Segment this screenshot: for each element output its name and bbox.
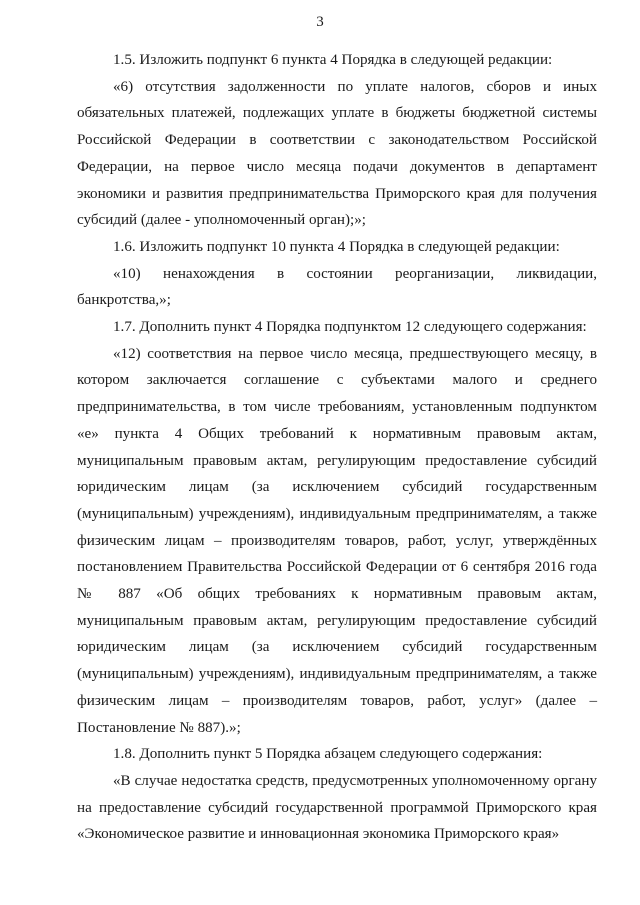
document-body bbox=[77, 47, 597, 848]
paragraph-subpoint-12: «12) соответствия на первое число месяца, предшествующего месяцу, в котором заключается соглашение с субъектами малого и среднего предпринимательства, в том числе требованиям, установленным подпунктом «е» пункта 4 Общих требований к нормативным правовым актам, муниципальным правовым актам, регулирующим предоставление субсидий юридическим лицам (за исключением субсидий государственным (муниципальным) учреждениям), индивидуальным предпринимателям, а также физическим лицам – производителям товаров, работ, услуг, утверждённых постановлением Правительства Российской Федерации от 6 сентября 2016 года № 887 «Об общих требованиях к нормативным правовым актам, муниципальным правовым актам, регулирующим предоставление субсидий юридическим лицам (за исключением субсидий государственным (муниципальным) учреждениям), индивидуальным предпринимателям, а также физическим лицам – производителям товаров, работ, услуг» (далее – Постановление № 887).»; bbox=[77, 345, 597, 736]
paragraph-1-7: 1.7. Дополнить пункт 4 Порядка подпунктом 12 следующего содержания: bbox=[113, 319, 587, 336]
paragraph-1-8: 1.8. Дополнить пункт 5 Порядка абзацем следующего содержания: bbox=[113, 746, 543, 763]
paragraph-subpoint-6: «6) отсутствия задолженности по уплате налогов, сборов и иных обязательных платежей, подлежащих уплате в бюджеты бюджетной системы Российской Федерации в соответствии с законодательством Российской Федерации, на первое число месяца подачи документов в департамент экономики и развития предпринимательства Приморского края для получения субсидий (далее - уполномоченный орган);»; bbox=[77, 78, 597, 229]
page-number: 3 bbox=[316, 14, 324, 30]
paragraph-1-6: 1.6. Изложить подпункт 10 пункта 4 Порядка в следующей редакции: bbox=[113, 238, 560, 255]
paragraph-1-5: 1.5. Изложить подпункт 6 пункта 4 Порядка в следующей редакции: bbox=[113, 52, 553, 68]
paragraph-insufficient-funds: «В случае недостатка средств, предусмотренных уполномоченному органу на предоставление субсидий государственной программой Приморского края «Экономическое развитие и инновационная экономика Приморского края» bbox=[77, 772, 597, 843]
paragraph-subpoint-10: «10) ненахождения в состоянии реорганизации, ликвидации, банкротства,»; bbox=[77, 265, 597, 309]
